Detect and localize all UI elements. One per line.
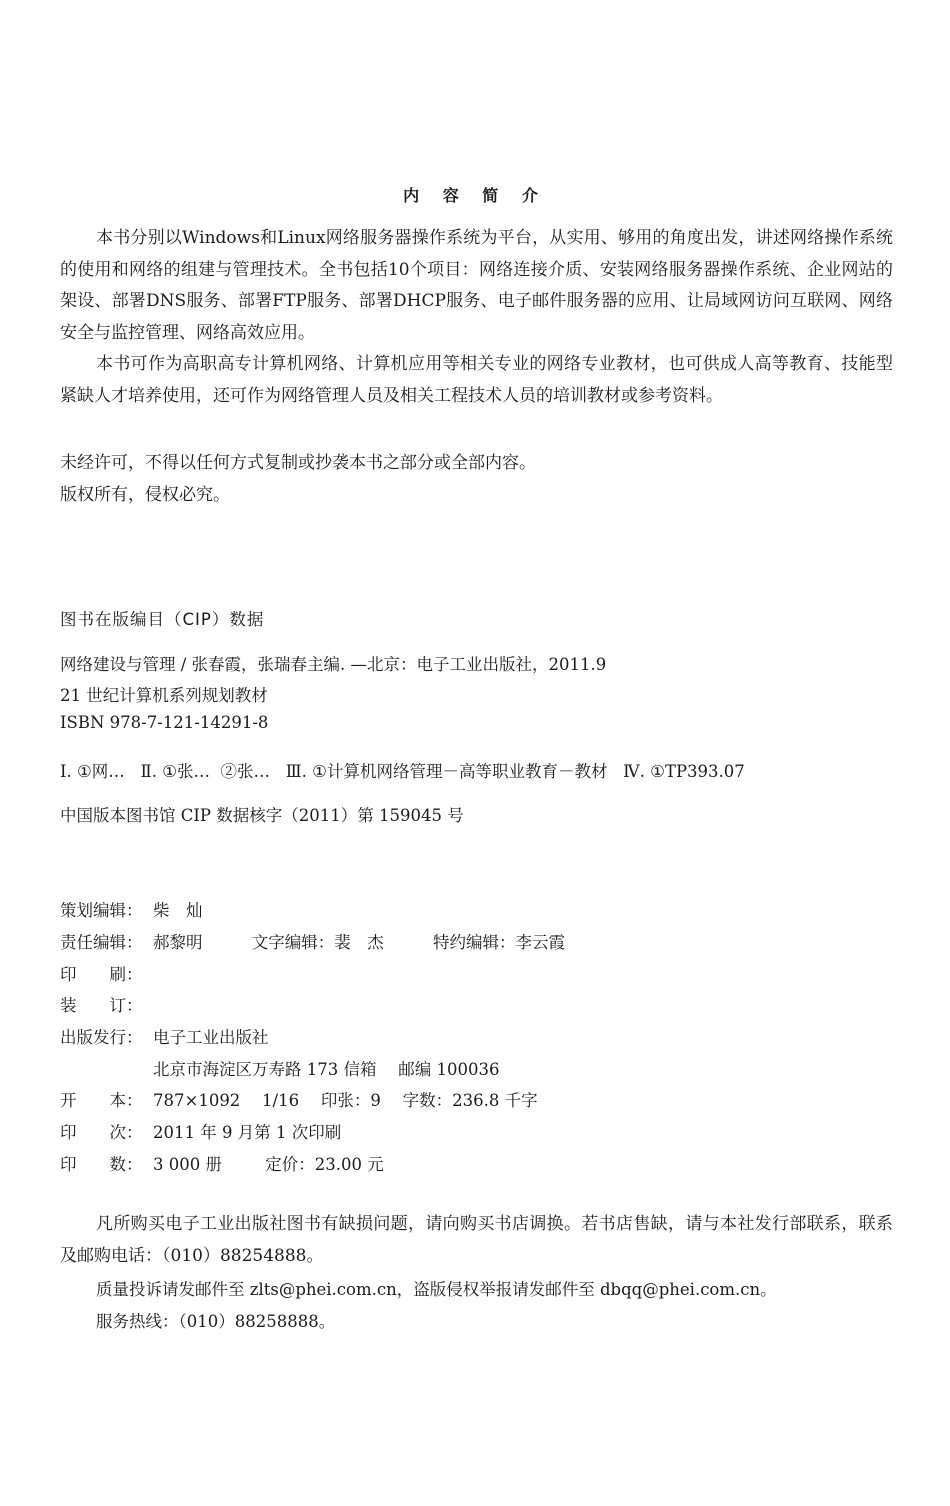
rights-reserved: 版权所有，侵权必究。: [60, 485, 230, 505]
publisher-label: 出版发行：: [60, 1028, 143, 1047]
format-label: 开 本：: [60, 1091, 143, 1110]
cip-classification-line: Ⅰ. ①网… Ⅱ. ①张… ②张… Ⅲ. ①计算机网络管理－高等职业教育－教材 Ⅳ. ①TP393.07: [60, 762, 745, 781]
publisher-address: 北京市海淀区万寿路 173 信箱 邮编 100036: [153, 1060, 500, 1079]
notice-complaint-line: 质量投诉请发邮件至 zlts@phei.com.cn，盗版侵权举报请发邮件至 dbqq@phei.com.cn。: [96, 1280, 777, 1299]
publisher-row: [60, 1024, 269, 1048]
copyright-notice: 未经许可，不得以任何方式复制或抄袭本书之部分或全部内容。: [60, 453, 536, 473]
text-editor-value: 裴 杰: [334, 933, 384, 952]
format-value: 787×1092 1/16 印张：9 字数：236.8 千字: [153, 1091, 538, 1110]
notice-hotline-line: 服务热线：（010）88258888。: [96, 1312, 336, 1331]
special-editor-label: 特约编辑：: [433, 933, 516, 952]
cip-isbn-line: ISBN 978-7-121-14291-8: [60, 713, 269, 732]
responsible-editor-label: 责任编辑：: [60, 933, 143, 952]
text-editor-label: 文字编辑：: [251, 933, 335, 952]
printing-row: [60, 961, 143, 985]
summary-title: 内 容 简 介: [403, 186, 547, 205]
cip-heading: 图书在版编目（CIP）数据: [60, 610, 265, 629]
edition-row: [60, 1119, 341, 1143]
copies-label: 印 数：: [60, 1155, 143, 1174]
special-editor-value: 李云霞: [515, 933, 565, 952]
planning-editor-value: 柴 灿: [153, 901, 203, 920]
notice-paragraph-1: 凡所购买电子工业出版社图书有缺损问题，请向购买书店调换。若书店售缺，请与本社发行部联系，联系及邮购电话：（010）88254888。: [60, 1214, 893, 1266]
edition-value: 2011 年 9 月第 1 次印刷: [153, 1123, 342, 1142]
editors-row: [60, 929, 565, 953]
binding-row: [60, 992, 143, 1016]
price: 定价：23.00 元: [265, 1155, 384, 1174]
edition-label: 印 次：: [60, 1123, 143, 1142]
format-row: [60, 1087, 538, 1111]
printing-label: 印 刷：: [60, 965, 143, 984]
copies-row: [60, 1151, 384, 1175]
responsible-editor-value: 郝黎明: [153, 933, 203, 952]
planning-editor-row: [60, 897, 203, 921]
cip-record-line: 中国版本图书馆 CIP 数据核字（2011）第 159045 号: [60, 806, 464, 825]
publisher-value: 电子工业出版社: [153, 1028, 269, 1047]
cip-title-line: 网络建设与管理 / 张春霞，张瑞春主编. —北京：电子工业出版社，2011.9: [60, 655, 607, 674]
binding-label: 装 订：: [60, 996, 143, 1015]
copies-value: 3 000 册: [153, 1155, 222, 1174]
summary-paragraph-2: 本书可作为高职高专计算机网络、计算机应用等相关专业的网络专业教材，也可供成人高等教育、技能型紧缺人才培养使用，还可作为网络管理人员及相关工程技术人员的培训教材或参考资料。: [60, 354, 893, 406]
summary-paragraph-1: 本书分别以Windows和Linux网络服务器操作系统为平台，从实用、够用的角度出发，讲述网络操作系统的使用和网络的组建与管理技术。全书包括10个项目：网络连接介质、安装网络服务器操作系统、企业网站的架设、部署DNS服务、部署FTP服务、部署DHCP服务、电子邮件服务器的应用、让局域网访问互联网、网络安全与监控管理、网络高效应用。: [60, 228, 893, 343]
cip-series-line: 21 世纪计算机系列规划教材: [60, 686, 268, 705]
planning-editor-label: 策划编辑：: [60, 901, 143, 920]
